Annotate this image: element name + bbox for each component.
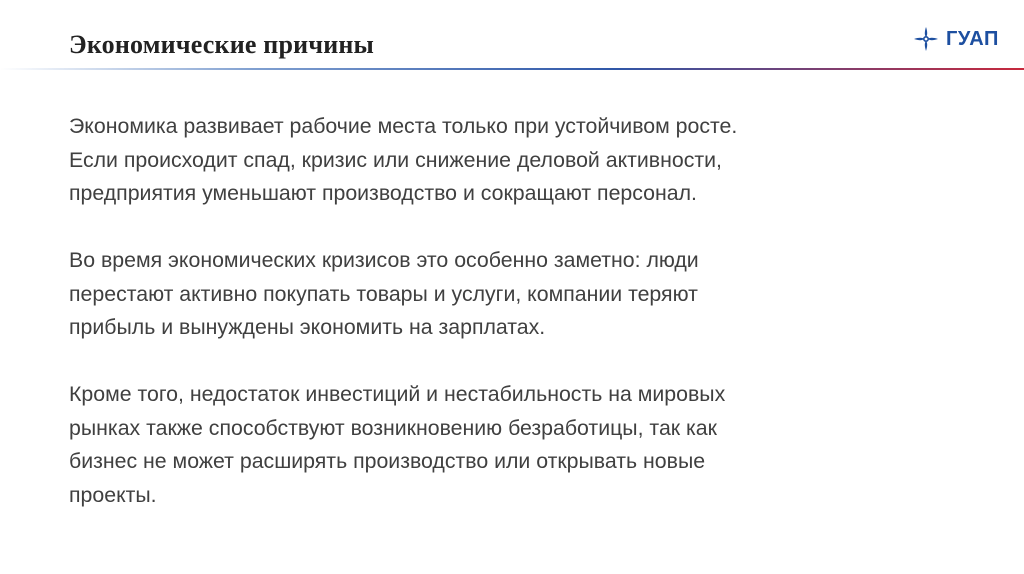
paragraph-3: Кроме того, недостаток инвестиций и нестабильность на мировых рынках также способствуют возникновению безработицы, так как бизнес не может расширять производство или открывать новые проекты. [69,382,726,507]
guap-cross-logo-icon [912,25,940,53]
paragraph-2: Во время экономических кризисов это особенно заметно: люди перестают активно покупать товары и услуги, компании теряют прибыль и вынуждены экономить на зарплатах. [69,248,699,339]
guap-logo [912,22,1004,56]
slide-title: Экономические причины [69,30,375,59]
slide-body [69,110,969,512]
header-divider [0,68,1024,70]
paragraph-1: Экономика развивает рабочие места только при устойчивом росте. Если происходит спад, кризис или снижение деловой активности, предприятия уменьшают производство и сокращают персонал. [69,114,738,205]
logo-text: ГУАП [946,27,999,50]
